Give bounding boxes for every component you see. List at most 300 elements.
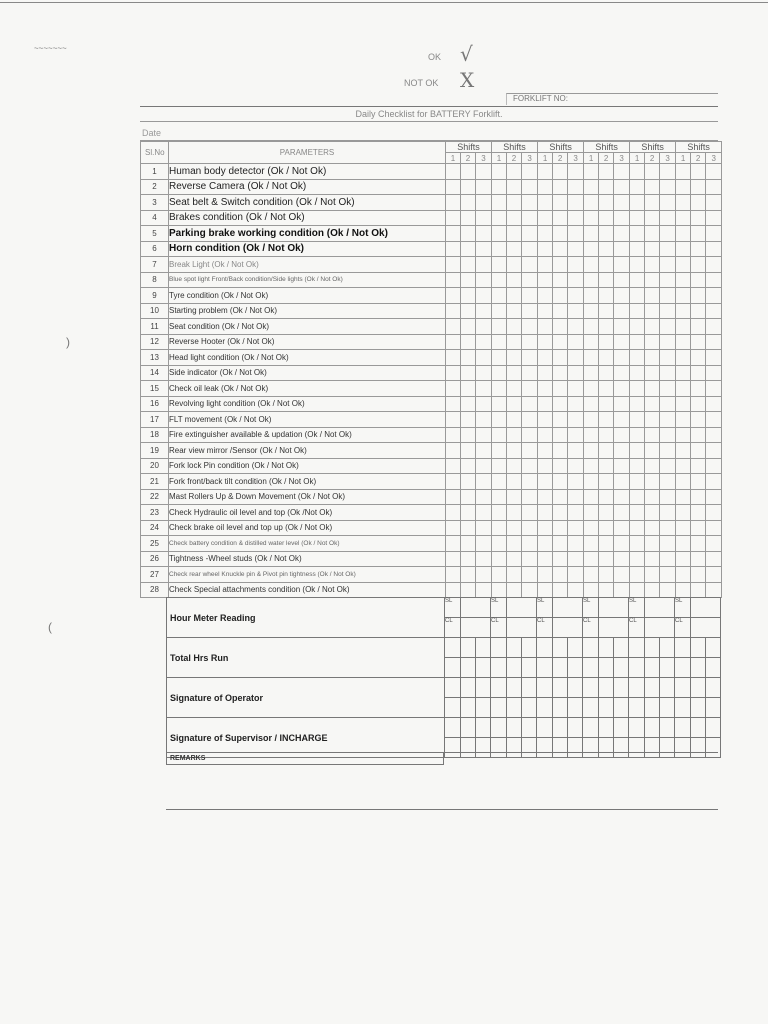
check-cell[interactable] bbox=[461, 505, 476, 521]
check-cell[interactable] bbox=[614, 551, 630, 567]
check-cell[interactable] bbox=[446, 241, 461, 257]
check-cell[interactable] bbox=[538, 381, 553, 397]
check-cell[interactable] bbox=[538, 567, 553, 583]
reading-cell[interactable] bbox=[491, 618, 507, 638]
check-cell[interactable] bbox=[630, 164, 645, 180]
summary-cell[interactable] bbox=[476, 718, 491, 738]
check-cell[interactable] bbox=[492, 396, 507, 412]
check-cell[interactable] bbox=[660, 381, 676, 397]
check-cell[interactable] bbox=[522, 226, 538, 242]
check-cell[interactable] bbox=[614, 474, 630, 490]
check-cell[interactable] bbox=[614, 443, 630, 459]
summary-cell[interactable] bbox=[675, 718, 691, 738]
check-cell[interactable] bbox=[492, 365, 507, 381]
check-cell[interactable] bbox=[691, 582, 706, 598]
check-cell[interactable] bbox=[522, 381, 538, 397]
reading-value-cell[interactable] bbox=[599, 598, 629, 618]
check-cell[interactable] bbox=[614, 458, 630, 474]
check-cell[interactable] bbox=[507, 489, 522, 505]
check-cell[interactable] bbox=[476, 334, 492, 350]
check-cell[interactable] bbox=[446, 582, 461, 598]
check-cell[interactable] bbox=[584, 210, 599, 226]
summary-cell[interactable] bbox=[507, 718, 522, 738]
check-cell[interactable] bbox=[614, 396, 630, 412]
check-cell[interactable] bbox=[568, 489, 584, 505]
check-cell[interactable] bbox=[584, 443, 599, 459]
check-cell[interactable] bbox=[492, 443, 507, 459]
check-cell[interactable] bbox=[630, 241, 645, 257]
check-cell[interactable] bbox=[507, 582, 522, 598]
check-cell[interactable] bbox=[584, 396, 599, 412]
check-cell[interactable] bbox=[553, 272, 568, 288]
check-cell[interactable] bbox=[446, 443, 461, 459]
check-cell[interactable] bbox=[584, 520, 599, 536]
check-cell[interactable] bbox=[706, 427, 722, 443]
check-cell[interactable] bbox=[476, 551, 492, 567]
check-cell[interactable] bbox=[446, 396, 461, 412]
check-cell[interactable] bbox=[691, 551, 706, 567]
summary-cell[interactable] bbox=[568, 718, 583, 738]
reading-value-cell[interactable] bbox=[691, 618, 721, 638]
check-cell[interactable] bbox=[630, 567, 645, 583]
check-cell[interactable] bbox=[599, 257, 614, 273]
check-cell[interactable] bbox=[522, 582, 538, 598]
check-cell[interactable] bbox=[691, 350, 706, 366]
check-cell[interactable] bbox=[660, 164, 676, 180]
check-cell[interactable] bbox=[476, 350, 492, 366]
check-cell[interactable] bbox=[507, 443, 522, 459]
summary-cell[interactable] bbox=[491, 658, 507, 678]
check-cell[interactable] bbox=[645, 551, 660, 567]
summary-cell[interactable] bbox=[614, 718, 629, 738]
check-cell[interactable] bbox=[446, 210, 461, 226]
check-cell[interactable] bbox=[660, 396, 676, 412]
check-cell[interactable] bbox=[691, 412, 706, 428]
check-cell[interactable] bbox=[706, 288, 722, 304]
check-cell[interactable] bbox=[645, 381, 660, 397]
check-cell[interactable] bbox=[461, 474, 476, 490]
check-cell[interactable] bbox=[461, 567, 476, 583]
check-cell[interactable] bbox=[584, 536, 599, 552]
check-cell[interactable] bbox=[568, 334, 584, 350]
check-cell[interactable] bbox=[568, 365, 584, 381]
check-cell[interactable] bbox=[614, 520, 630, 536]
check-cell[interactable] bbox=[676, 458, 691, 474]
check-cell[interactable] bbox=[492, 505, 507, 521]
check-cell[interactable] bbox=[461, 319, 476, 335]
check-cell[interactable] bbox=[492, 210, 507, 226]
summary-cell[interactable] bbox=[445, 678, 461, 698]
check-cell[interactable] bbox=[599, 226, 614, 242]
check-cell[interactable] bbox=[614, 257, 630, 273]
check-cell[interactable] bbox=[461, 536, 476, 552]
reading-value-cell[interactable] bbox=[507, 618, 537, 638]
summary-cell[interactable] bbox=[461, 678, 476, 698]
check-cell[interactable] bbox=[599, 381, 614, 397]
check-cell[interactable] bbox=[492, 474, 507, 490]
summary-cell[interactable] bbox=[507, 678, 522, 698]
summary-cell[interactable] bbox=[675, 658, 691, 678]
check-cell[interactable] bbox=[507, 396, 522, 412]
check-cell[interactable] bbox=[645, 226, 660, 242]
check-cell[interactable] bbox=[584, 164, 599, 180]
check-cell[interactable] bbox=[645, 396, 660, 412]
check-cell[interactable] bbox=[645, 505, 660, 521]
check-cell[interactable] bbox=[446, 536, 461, 552]
check-cell[interactable] bbox=[476, 427, 492, 443]
summary-cell[interactable] bbox=[706, 638, 721, 658]
check-cell[interactable] bbox=[584, 458, 599, 474]
check-cell[interactable] bbox=[584, 489, 599, 505]
check-cell[interactable] bbox=[599, 427, 614, 443]
check-cell[interactable] bbox=[630, 551, 645, 567]
check-cell[interactable] bbox=[553, 381, 568, 397]
check-cell[interactable] bbox=[599, 489, 614, 505]
check-cell[interactable] bbox=[492, 195, 507, 211]
check-cell[interactable] bbox=[568, 226, 584, 242]
check-cell[interactable] bbox=[568, 319, 584, 335]
check-cell[interactable] bbox=[645, 179, 660, 195]
check-cell[interactable] bbox=[645, 489, 660, 505]
check-cell[interactable] bbox=[645, 334, 660, 350]
summary-cell[interactable] bbox=[461, 698, 476, 718]
check-cell[interactable] bbox=[522, 567, 538, 583]
summary-cell[interactable] bbox=[522, 698, 537, 718]
check-cell[interactable] bbox=[691, 288, 706, 304]
reading-cell[interactable] bbox=[445, 618, 461, 638]
check-cell[interactable] bbox=[691, 257, 706, 273]
check-cell[interactable] bbox=[676, 567, 691, 583]
check-cell[interactable] bbox=[599, 319, 614, 335]
check-cell[interactable] bbox=[446, 195, 461, 211]
check-cell[interactable] bbox=[553, 350, 568, 366]
summary-cell[interactable] bbox=[537, 638, 553, 658]
check-cell[interactable] bbox=[492, 179, 507, 195]
check-cell[interactable] bbox=[507, 551, 522, 567]
summary-cell[interactable] bbox=[507, 658, 522, 678]
summary-cell[interactable] bbox=[583, 678, 599, 698]
check-cell[interactable] bbox=[584, 226, 599, 242]
check-cell[interactable] bbox=[476, 226, 492, 242]
check-cell[interactable] bbox=[522, 241, 538, 257]
summary-cell[interactable] bbox=[645, 638, 660, 658]
check-cell[interactable] bbox=[660, 226, 676, 242]
check-cell[interactable] bbox=[461, 195, 476, 211]
check-cell[interactable] bbox=[599, 334, 614, 350]
check-cell[interactable] bbox=[691, 241, 706, 257]
summary-cell[interactable] bbox=[614, 638, 629, 658]
check-cell[interactable] bbox=[706, 567, 722, 583]
check-cell[interactable] bbox=[553, 257, 568, 273]
check-cell[interactable] bbox=[706, 582, 722, 598]
check-cell[interactable] bbox=[645, 474, 660, 490]
check-cell[interactable] bbox=[660, 288, 676, 304]
check-cell[interactable] bbox=[492, 350, 507, 366]
check-cell[interactable] bbox=[691, 489, 706, 505]
check-cell[interactable] bbox=[507, 458, 522, 474]
check-cell[interactable] bbox=[614, 505, 630, 521]
reading-cell[interactable] bbox=[583, 598, 599, 618]
check-cell[interactable] bbox=[446, 365, 461, 381]
summary-cell[interactable] bbox=[614, 698, 629, 718]
check-cell[interactable] bbox=[660, 241, 676, 257]
check-cell[interactable] bbox=[553, 303, 568, 319]
check-cell[interactable] bbox=[538, 179, 553, 195]
check-cell[interactable] bbox=[584, 303, 599, 319]
summary-cell[interactable] bbox=[522, 658, 537, 678]
summary-cell[interactable] bbox=[706, 678, 721, 698]
reading-value-cell[interactable] bbox=[691, 598, 721, 618]
check-cell[interactable] bbox=[660, 474, 676, 490]
check-cell[interactable] bbox=[507, 164, 522, 180]
summary-cell[interactable] bbox=[660, 678, 675, 698]
check-cell[interactable] bbox=[446, 319, 461, 335]
check-cell[interactable] bbox=[676, 319, 691, 335]
check-cell[interactable] bbox=[645, 443, 660, 459]
check-cell[interactable] bbox=[676, 536, 691, 552]
check-cell[interactable] bbox=[522, 551, 538, 567]
check-cell[interactable] bbox=[553, 458, 568, 474]
check-cell[interactable] bbox=[584, 427, 599, 443]
check-cell[interactable] bbox=[538, 164, 553, 180]
summary-cell[interactable] bbox=[553, 718, 568, 738]
check-cell[interactable] bbox=[538, 319, 553, 335]
check-cell[interactable] bbox=[614, 272, 630, 288]
check-cell[interactable] bbox=[614, 427, 630, 443]
summary-cell[interactable] bbox=[660, 718, 675, 738]
check-cell[interactable] bbox=[614, 164, 630, 180]
check-cell[interactable] bbox=[461, 365, 476, 381]
reading-value-cell[interactable] bbox=[461, 618, 491, 638]
check-cell[interactable] bbox=[645, 257, 660, 273]
check-cell[interactable] bbox=[584, 334, 599, 350]
check-cell[interactable] bbox=[614, 319, 630, 335]
summary-cell[interactable] bbox=[614, 678, 629, 698]
check-cell[interactable] bbox=[553, 396, 568, 412]
check-cell[interactable] bbox=[538, 536, 553, 552]
summary-cell[interactable] bbox=[476, 678, 491, 698]
check-cell[interactable] bbox=[522, 474, 538, 490]
check-cell[interactable] bbox=[476, 381, 492, 397]
check-cell[interactable] bbox=[476, 505, 492, 521]
check-cell[interactable] bbox=[492, 319, 507, 335]
check-cell[interactable] bbox=[676, 241, 691, 257]
check-cell[interactable] bbox=[568, 396, 584, 412]
check-cell[interactable] bbox=[614, 489, 630, 505]
summary-cell[interactable] bbox=[461, 658, 476, 678]
check-cell[interactable] bbox=[599, 582, 614, 598]
check-cell[interactable] bbox=[614, 226, 630, 242]
check-cell[interactable] bbox=[553, 334, 568, 350]
check-cell[interactable] bbox=[568, 210, 584, 226]
check-cell[interactable] bbox=[476, 179, 492, 195]
check-cell[interactable] bbox=[492, 381, 507, 397]
check-cell[interactable] bbox=[476, 582, 492, 598]
check-cell[interactable] bbox=[676, 551, 691, 567]
check-cell[interactable] bbox=[507, 257, 522, 273]
check-cell[interactable] bbox=[599, 443, 614, 459]
check-cell[interactable] bbox=[446, 303, 461, 319]
summary-cell[interactable] bbox=[691, 678, 706, 698]
check-cell[interactable] bbox=[614, 412, 630, 428]
check-cell[interactable] bbox=[522, 210, 538, 226]
check-cell[interactable] bbox=[538, 551, 553, 567]
check-cell[interactable] bbox=[461, 288, 476, 304]
check-cell[interactable] bbox=[446, 567, 461, 583]
check-cell[interactable] bbox=[568, 443, 584, 459]
check-cell[interactable] bbox=[538, 272, 553, 288]
check-cell[interactable] bbox=[691, 272, 706, 288]
reading-cell[interactable] bbox=[629, 598, 645, 618]
check-cell[interactable] bbox=[584, 257, 599, 273]
check-cell[interactable] bbox=[706, 551, 722, 567]
check-cell[interactable] bbox=[630, 443, 645, 459]
check-cell[interactable] bbox=[553, 520, 568, 536]
check-cell[interactable] bbox=[538, 257, 553, 273]
summary-cell[interactable] bbox=[645, 698, 660, 718]
check-cell[interactable] bbox=[476, 303, 492, 319]
check-cell[interactable] bbox=[522, 272, 538, 288]
check-cell[interactable] bbox=[630, 427, 645, 443]
check-cell[interactable] bbox=[645, 567, 660, 583]
check-cell[interactable] bbox=[553, 164, 568, 180]
check-cell[interactable] bbox=[706, 474, 722, 490]
check-cell[interactable] bbox=[630, 288, 645, 304]
check-cell[interactable] bbox=[476, 443, 492, 459]
check-cell[interactable] bbox=[476, 365, 492, 381]
check-cell[interactable] bbox=[568, 551, 584, 567]
check-cell[interactable] bbox=[630, 505, 645, 521]
check-cell[interactable] bbox=[507, 427, 522, 443]
summary-cell[interactable] bbox=[629, 658, 645, 678]
check-cell[interactable] bbox=[461, 257, 476, 273]
check-cell[interactable] bbox=[568, 567, 584, 583]
check-cell[interactable] bbox=[538, 458, 553, 474]
summary-cell[interactable] bbox=[691, 718, 706, 738]
check-cell[interactable] bbox=[630, 210, 645, 226]
check-cell[interactable] bbox=[507, 226, 522, 242]
check-cell[interactable] bbox=[461, 164, 476, 180]
summary-cell[interactable] bbox=[491, 638, 507, 658]
check-cell[interactable] bbox=[553, 365, 568, 381]
check-cell[interactable] bbox=[553, 195, 568, 211]
check-cell[interactable] bbox=[476, 474, 492, 490]
check-cell[interactable] bbox=[660, 551, 676, 567]
check-cell[interactable] bbox=[614, 381, 630, 397]
summary-cell[interactable] bbox=[691, 638, 706, 658]
check-cell[interactable] bbox=[630, 195, 645, 211]
check-cell[interactable] bbox=[507, 412, 522, 428]
check-cell[interactable] bbox=[660, 520, 676, 536]
check-cell[interactable] bbox=[630, 257, 645, 273]
check-cell[interactable] bbox=[645, 272, 660, 288]
check-cell[interactable] bbox=[645, 164, 660, 180]
check-cell[interactable] bbox=[691, 303, 706, 319]
reading-value-cell[interactable] bbox=[645, 598, 675, 618]
check-cell[interactable] bbox=[507, 365, 522, 381]
check-cell[interactable] bbox=[507, 303, 522, 319]
check-cell[interactable] bbox=[706, 334, 722, 350]
summary-cell[interactable] bbox=[568, 658, 583, 678]
summary-cell[interactable] bbox=[568, 698, 583, 718]
check-cell[interactable] bbox=[599, 536, 614, 552]
check-cell[interactable] bbox=[584, 474, 599, 490]
check-cell[interactable] bbox=[584, 350, 599, 366]
check-cell[interactable] bbox=[645, 241, 660, 257]
summary-cell[interactable] bbox=[706, 718, 721, 738]
check-cell[interactable] bbox=[660, 334, 676, 350]
reading-cell[interactable] bbox=[629, 618, 645, 638]
summary-cell[interactable] bbox=[461, 638, 476, 658]
summary-cell[interactable] bbox=[537, 658, 553, 678]
check-cell[interactable] bbox=[645, 350, 660, 366]
check-cell[interactable] bbox=[446, 381, 461, 397]
check-cell[interactable] bbox=[476, 288, 492, 304]
check-cell[interactable] bbox=[461, 350, 476, 366]
check-cell[interactable] bbox=[507, 272, 522, 288]
check-cell[interactable] bbox=[461, 334, 476, 350]
check-cell[interactable] bbox=[584, 319, 599, 335]
check-cell[interactable] bbox=[522, 179, 538, 195]
check-cell[interactable] bbox=[461, 396, 476, 412]
check-cell[interactable] bbox=[660, 257, 676, 273]
check-cell[interactable] bbox=[706, 179, 722, 195]
check-cell[interactable] bbox=[599, 179, 614, 195]
check-cell[interactable] bbox=[568, 179, 584, 195]
check-cell[interactable] bbox=[461, 210, 476, 226]
check-cell[interactable] bbox=[507, 520, 522, 536]
check-cell[interactable] bbox=[599, 396, 614, 412]
check-cell[interactable] bbox=[538, 195, 553, 211]
check-cell[interactable] bbox=[507, 241, 522, 257]
check-cell[interactable] bbox=[630, 582, 645, 598]
check-cell[interactable] bbox=[691, 474, 706, 490]
check-cell[interactable] bbox=[507, 195, 522, 211]
check-cell[interactable] bbox=[691, 567, 706, 583]
summary-cell[interactable] bbox=[476, 698, 491, 718]
check-cell[interactable] bbox=[676, 257, 691, 273]
check-cell[interactable] bbox=[568, 164, 584, 180]
check-cell[interactable] bbox=[599, 164, 614, 180]
summary-cell[interactable] bbox=[568, 678, 583, 698]
check-cell[interactable] bbox=[660, 179, 676, 195]
check-cell[interactable] bbox=[691, 195, 706, 211]
check-cell[interactable] bbox=[461, 179, 476, 195]
reading-value-cell[interactable] bbox=[507, 598, 537, 618]
check-cell[interactable] bbox=[676, 272, 691, 288]
check-cell[interactable] bbox=[553, 179, 568, 195]
check-cell[interactable] bbox=[676, 520, 691, 536]
check-cell[interactable] bbox=[645, 303, 660, 319]
check-cell[interactable] bbox=[553, 443, 568, 459]
check-cell[interactable] bbox=[599, 272, 614, 288]
summary-cell[interactable] bbox=[568, 638, 583, 658]
check-cell[interactable] bbox=[446, 257, 461, 273]
check-cell[interactable] bbox=[630, 396, 645, 412]
check-cell[interactable] bbox=[645, 412, 660, 428]
check-cell[interactable] bbox=[446, 489, 461, 505]
reading-value-cell[interactable] bbox=[461, 598, 491, 618]
check-cell[interactable] bbox=[660, 319, 676, 335]
check-cell[interactable] bbox=[691, 319, 706, 335]
summary-cell[interactable] bbox=[645, 718, 660, 738]
summary-cell[interactable] bbox=[599, 698, 614, 718]
check-cell[interactable] bbox=[476, 458, 492, 474]
reading-value-cell[interactable] bbox=[645, 618, 675, 638]
check-cell[interactable] bbox=[446, 427, 461, 443]
check-cell[interactable] bbox=[492, 567, 507, 583]
check-cell[interactable] bbox=[461, 412, 476, 428]
